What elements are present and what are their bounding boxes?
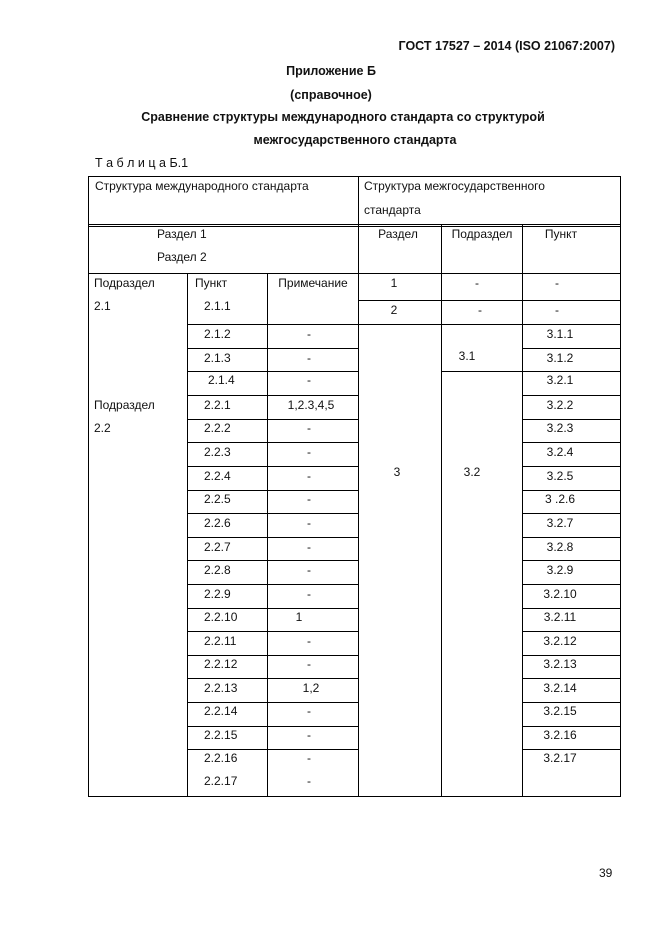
podrazdel-21-number: 2.1 <box>94 299 111 313</box>
right-punkt-cell: 3.2.10 <box>543 587 577 601</box>
table-hline <box>187 442 268 443</box>
table-hline <box>187 678 268 679</box>
right-punkt-cell: 3.2.13 <box>543 657 577 671</box>
left-punkt-cell: 2.1.3 <box>204 351 231 365</box>
table-hline <box>267 466 359 467</box>
header-razdel: Раздел <box>378 227 418 241</box>
note-cell: - <box>307 421 311 435</box>
right-punkt-cell: 3.2.1 <box>546 373 574 387</box>
right-punkt-cell: 3.2.17 <box>543 751 577 765</box>
table-hline <box>267 678 359 679</box>
left-punkt-cell: 2.2.1 <box>204 398 231 412</box>
header-inter-structure-1: Структура межгосударственного <box>364 179 545 193</box>
table-title-line2: межгосударственного стандарта <box>253 133 457 147</box>
table-hline <box>522 419 621 420</box>
note-cell: - <box>307 327 311 341</box>
table-hline <box>267 749 359 750</box>
podrazdel-3-1: 3.1 <box>458 349 476 363</box>
right-punkt-cell: 3.1.2 <box>546 351 574 365</box>
right-punkt-cell: 3.2.7 <box>546 516 574 530</box>
table-vline <box>358 176 359 797</box>
left-punkt-cell: 2.2.8 <box>204 563 231 577</box>
table-hline <box>522 537 621 538</box>
note-cell: - <box>307 351 311 365</box>
appendix-type: (справочное) <box>290 88 372 102</box>
note-cell: - <box>307 469 311 483</box>
left-punkt-cell: 2.2.3 <box>204 445 231 459</box>
table-hline <box>187 537 268 538</box>
razdel-3: 3 <box>393 465 401 479</box>
table-hline <box>187 324 268 325</box>
table-hline <box>187 655 268 656</box>
podrazdel-22-number: 2.2 <box>94 421 111 435</box>
right-punkt-cell: 3.2.4 <box>546 445 574 459</box>
table-hline <box>187 702 268 703</box>
table-hline <box>88 224 621 225</box>
table-hline <box>187 608 268 609</box>
table-hline <box>267 348 359 349</box>
table-hline <box>522 560 621 561</box>
table-hline <box>267 702 359 703</box>
note-cell: 1,2.3,4,5 <box>287 398 335 412</box>
table-hline <box>267 324 359 325</box>
table-hline <box>522 513 621 514</box>
table-hline <box>522 324 621 325</box>
podrazdel-21-label: Подраздел <box>94 276 155 290</box>
left-punkt-cell: 2.2.7 <box>204 540 231 554</box>
right-podrazdel-2: - <box>478 303 482 317</box>
left-punkt-cell: 2.2.16 <box>204 751 238 765</box>
right-punkt-cell: 3.1.1 <box>546 327 574 341</box>
header-intl-structure: Структура международного стандарта <box>95 179 309 193</box>
right-punkt-cell: 3.2.11 <box>543 610 577 624</box>
table-vline <box>441 224 442 797</box>
left-punkt-cell: 2.2.10 <box>204 610 238 624</box>
table-hline <box>267 560 359 561</box>
note-cell: - <box>307 445 311 459</box>
note-cell: - <box>307 373 311 387</box>
note-cell: - <box>307 563 311 577</box>
table-hline <box>267 371 359 372</box>
header-note: Примечание <box>278 276 348 290</box>
table-hline <box>522 678 621 679</box>
table-hline <box>522 608 621 609</box>
note-cell: - <box>307 492 311 506</box>
table-vline <box>620 176 621 797</box>
right-punkt-cell: 3.2.2 <box>546 398 574 412</box>
left-punkt-cell: 2.2.12 <box>204 657 238 671</box>
right-punkt-cell: 3.2.5 <box>546 469 574 483</box>
right-razdel-2: 2 <box>390 303 398 317</box>
left-punkt-cell: 2.2.15 <box>204 728 238 742</box>
table-hline <box>522 749 621 750</box>
left-punkt-cell: 2.2.4 <box>204 469 231 483</box>
table-hline <box>267 726 359 727</box>
table-hline <box>522 371 621 372</box>
right-punkt-cell: 3 .2.6 <box>544 492 576 506</box>
header-razdel-1: Раздел 1 <box>157 227 207 241</box>
table-hline <box>187 395 268 396</box>
left-punkt-cell: 2.2.9 <box>204 587 231 601</box>
right-punkt-1: - <box>555 276 559 290</box>
note-cell: - <box>307 516 311 530</box>
left-punkt-cell: 2.2.5 <box>204 492 231 506</box>
table-hline <box>187 466 268 467</box>
table-hline <box>187 490 268 491</box>
note-cell: - <box>307 540 311 554</box>
podrazdel-22-label: Подраздел <box>94 398 155 412</box>
table-vline <box>522 224 523 797</box>
table-caption: Т а б л и ц а Б.1 <box>95 156 189 170</box>
header-podrazdel: Подраздел <box>451 227 513 241</box>
right-punkt-cell: 3.2.14 <box>543 681 577 695</box>
right-punkt-cell: 3.2.9 <box>546 563 574 577</box>
table-hline <box>522 348 621 349</box>
table-hline <box>267 442 359 443</box>
note-cell: - <box>307 587 311 601</box>
left-punkt-cell: 2.2.2 <box>204 421 231 435</box>
note-cell: - <box>307 634 311 648</box>
left-punkt-cell: 2.2.13 <box>204 681 238 695</box>
table-hline <box>267 537 359 538</box>
right-punkt-cell: 3.2.8 <box>546 540 574 554</box>
table-hline <box>187 513 268 514</box>
note-cell: - <box>307 774 311 788</box>
table-hline <box>522 584 621 585</box>
header-inter-structure-2: стандарта <box>364 203 421 217</box>
left-punkt-cell: 2.1.2 <box>204 327 231 341</box>
appendix-title: Приложение Б <box>286 64 376 78</box>
left-punkt-cell: 2.1.1 <box>204 299 231 313</box>
table-vline <box>267 273 268 797</box>
table-hline <box>88 273 621 274</box>
table-hline <box>522 395 621 396</box>
right-punkt-cell: 3.2.12 <box>543 634 577 648</box>
header-punkt-left: Пункт <box>195 276 228 290</box>
table-hline <box>522 702 621 703</box>
note-cell: - <box>307 657 311 671</box>
table-hline <box>187 348 268 349</box>
header-razdel-2: Раздел 2 <box>157 250 207 264</box>
table-hline <box>522 631 621 632</box>
table-hline <box>267 584 359 585</box>
note-cell: - <box>307 704 311 718</box>
table-hline <box>522 655 621 656</box>
note-cell: 1,2 <box>302 681 320 695</box>
table-title-line1: Сравнение структуры международного стандарта со структурой <box>141 110 545 124</box>
table-hline <box>187 726 268 727</box>
note-cell: 1 <box>295 610 303 624</box>
table-hline <box>267 419 359 420</box>
table-hline <box>522 442 621 443</box>
left-punkt-cell: 2.2.17 <box>204 774 238 788</box>
table-vline <box>187 273 188 797</box>
podrazdel-3-2: 3.2 <box>463 465 481 479</box>
table-hline <box>267 608 359 609</box>
right-punkt-cell: 3.2.16 <box>543 728 577 742</box>
table-hline <box>187 560 268 561</box>
table-hline <box>522 490 621 491</box>
table-hline <box>187 749 268 750</box>
table-hline <box>267 631 359 632</box>
table-hline <box>267 513 359 514</box>
table-hline <box>522 726 621 727</box>
left-punkt-cell: 2.1.4 <box>208 373 235 387</box>
table-hline <box>267 395 359 396</box>
table-hline <box>267 655 359 656</box>
left-punkt-cell: 2.2.11 <box>204 634 237 648</box>
note-cell: - <box>307 728 311 742</box>
table-hline <box>267 490 359 491</box>
table-hline <box>358 324 523 325</box>
table-hline <box>187 419 268 420</box>
page-number: 39 <box>599 866 613 880</box>
right-razdel-1: 1 <box>390 276 398 290</box>
table-hline <box>187 584 268 585</box>
table-vline <box>88 176 89 797</box>
right-punkt-cell: 3.2.3 <box>546 421 574 435</box>
standard-number: ГОСТ 17527 – 2014 (ISO 21067:2007) <box>398 39 615 53</box>
table-hline <box>522 466 621 467</box>
table-hline <box>88 796 621 797</box>
table-hline <box>187 371 268 372</box>
table-hline <box>187 631 268 632</box>
note-cell: - <box>307 751 311 765</box>
right-punkt-2: - <box>555 303 559 317</box>
table-hline <box>441 371 523 372</box>
table-hline <box>358 300 621 301</box>
table-hline <box>88 176 621 177</box>
left-punkt-cell: 2.2.14 <box>204 704 238 718</box>
header-punkt: Пункт <box>544 227 578 241</box>
right-punkt-cell: 3.2.15 <box>543 704 577 718</box>
left-punkt-cell: 2.2.6 <box>204 516 231 530</box>
right-podrazdel-1: - <box>475 276 479 290</box>
